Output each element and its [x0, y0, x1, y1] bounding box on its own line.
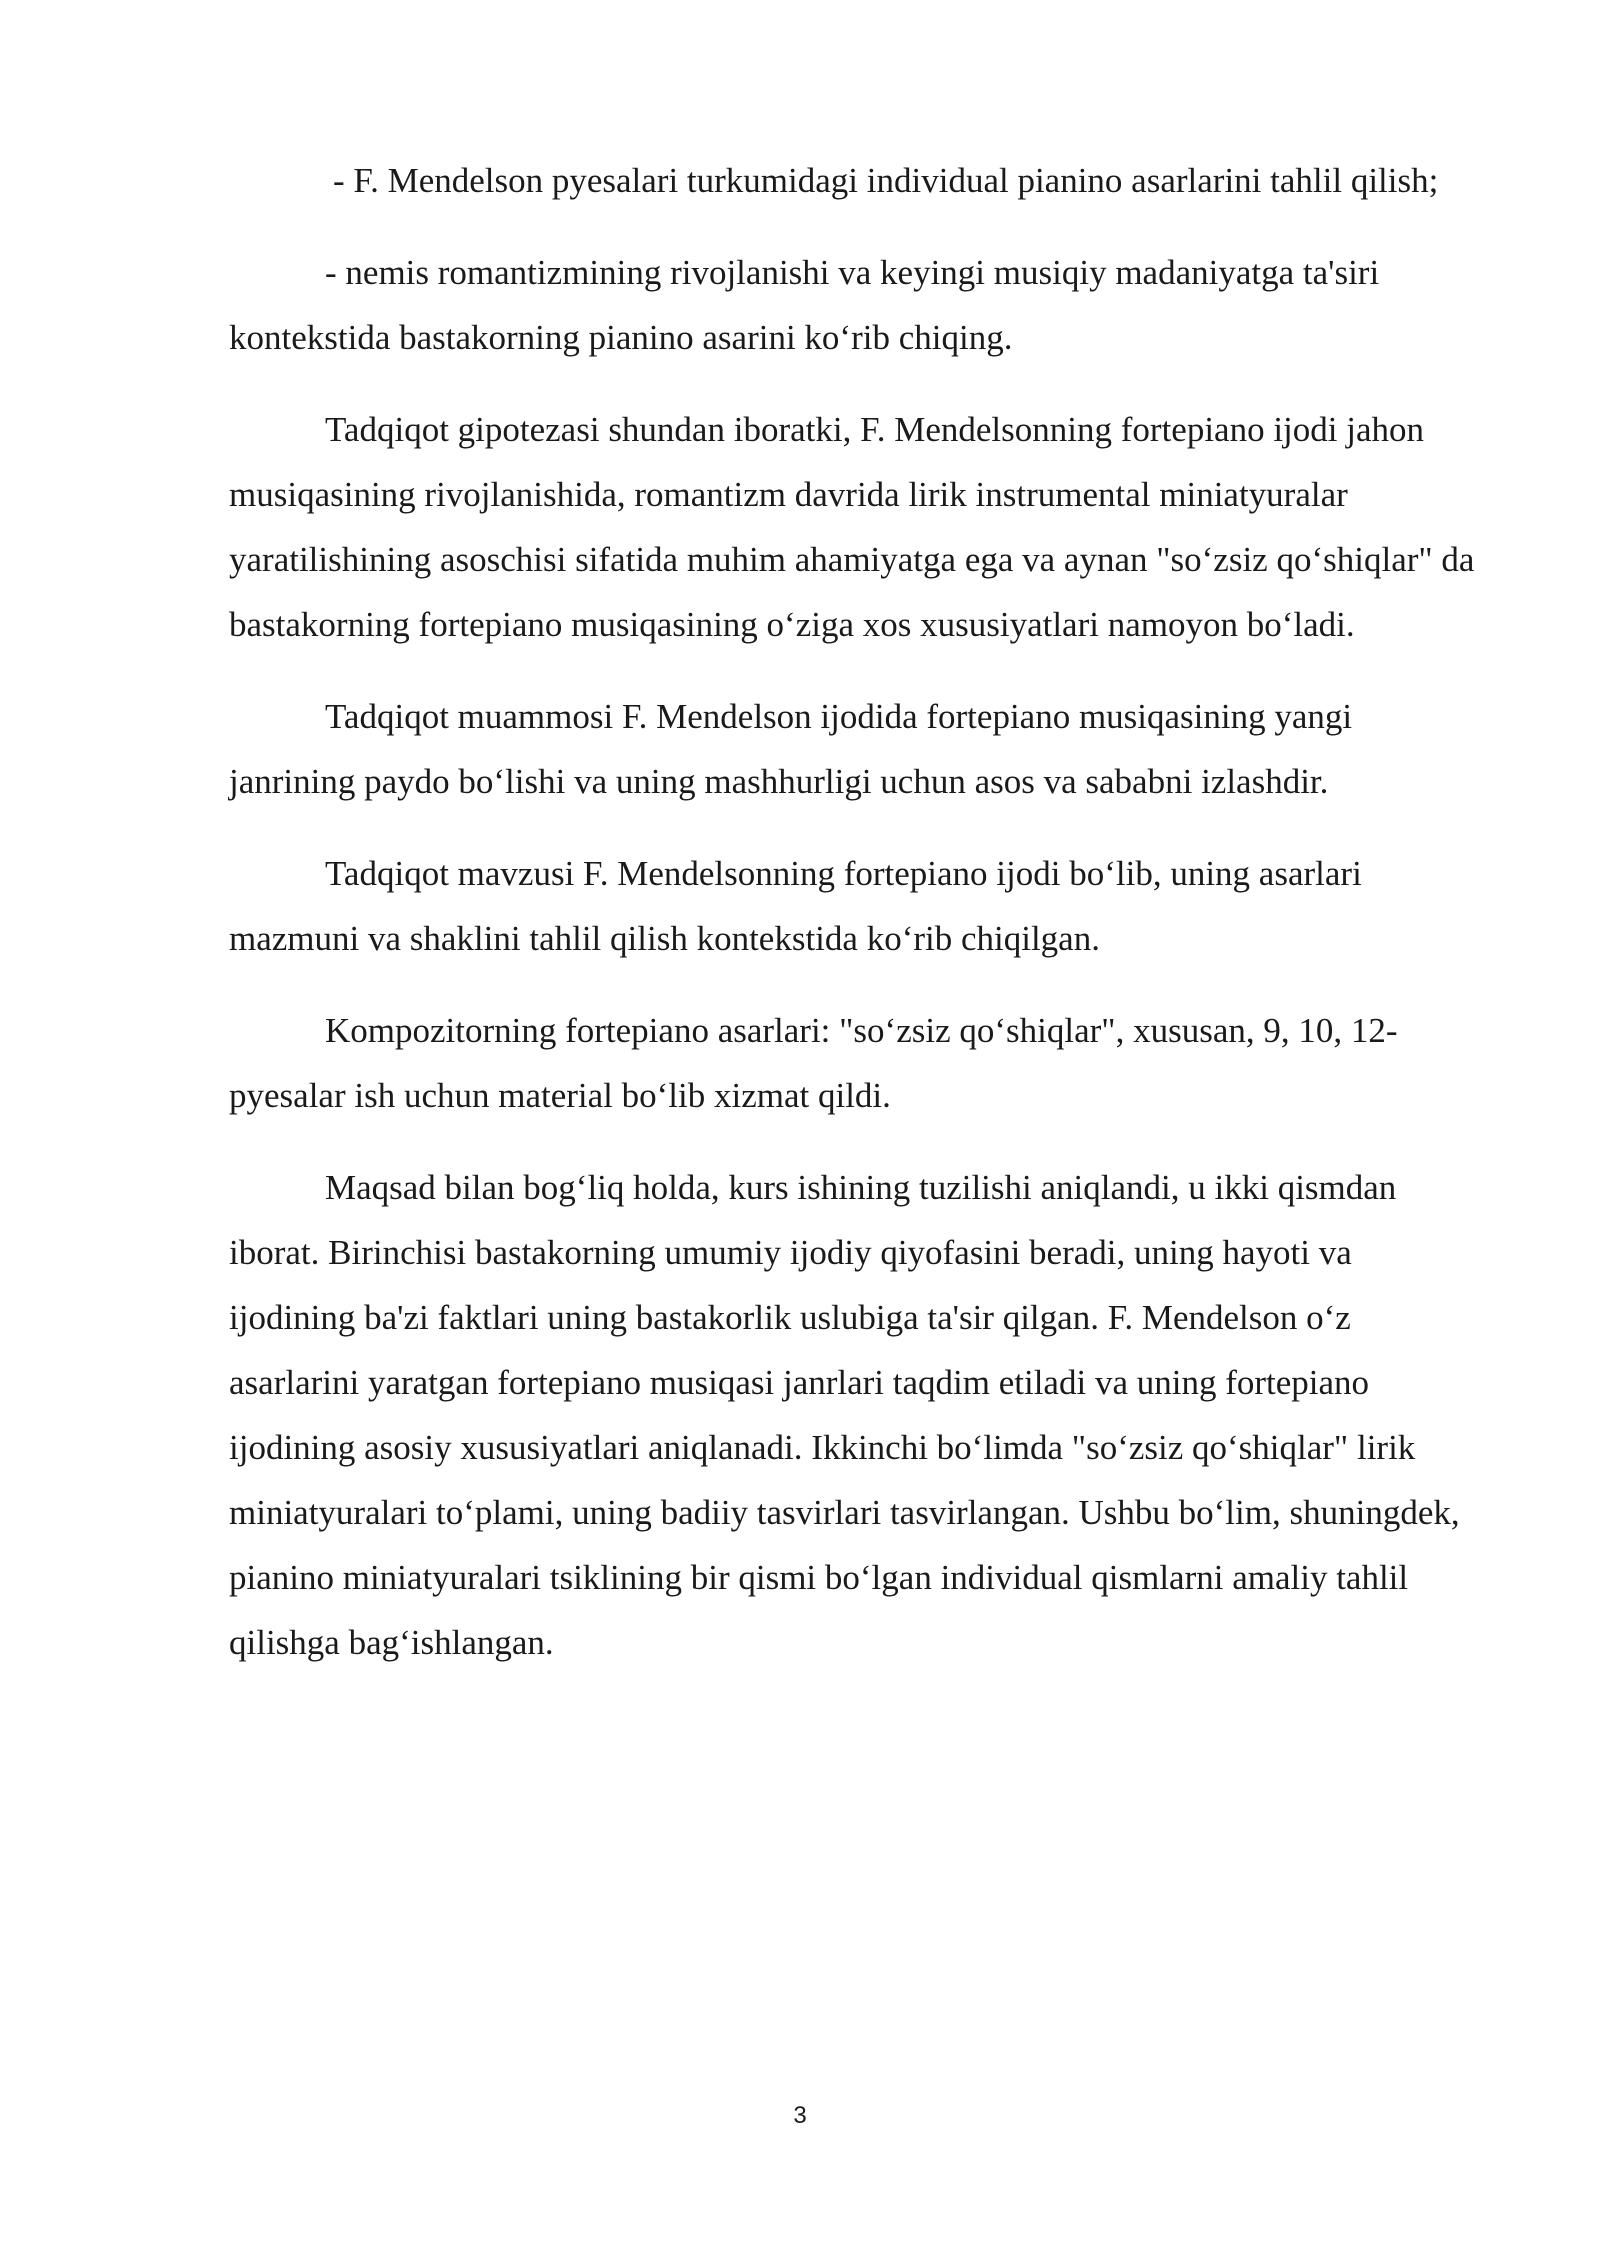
body-text [229, 148, 1479, 1702]
paragraph-hypothesis: Tadqiqot gipotezasi shundan iboratki, F. Mendelsonning fortepiano ijodi jahon musiqasining rivojlanishida, romantizm davrida lirik instrumental miniatyuralar yaratilishining asoschisi sifatida muhim ahamiyatga ega va aynan "so‘zsiz qo‘shiqlar" da bastakorning fortepiano musiqasining o‘ziga xos xususiyatlari namoyon bo‘ladi. [229, 410, 1475, 644]
page-number: 3 [793, 2102, 807, 2129]
paragraph-problem: Tadqiqot muammosi F. Mendelson ijodida fortepiano musiqasining yangi janrining paydo bo‘lishi va uning mashhurligi uchun asos va sababni izlashdir. [229, 697, 1353, 801]
paragraph-structure: Maqsad bilan bog‘liq holda, kurs ishining tuzilishi aniqlandi, u ikki qismdan iborat. Birinchisi bastakorning umumiy ijodiy qiyofasini beradi, uning hayoti va ijodining ba'zi faktlari uning bastakorlik uslubiga ta'sir qilgan. F. Mendelson o‘z asarlarini yaratgan fortepiano musiqasi janrlari taqdim etiladi va uning fortepiano ijodining asosiy xususiyatlari aniqlanadi. Ikkinchi bo‘limda "so‘zsiz qo‘shiqlar" lirik miniatyuralari to‘plami, uning badiiy tasvirlari tasvirlangan. Ushbu bo‘lim, shuningdek, pianino miniatyuralari tsiklining bir qismi bo‘lgan individual qismlarni amaliy tahlil qilishga bag‘ishlangan. [229, 1168, 1460, 1662]
paragraph-material: Kompozitorning fortepiano asarlari: "so‘zsiz qo‘shiqlar", xususan, 9, 10, 12-pyesalar ish uchun material bo‘lib xizmat qildi. [229, 1011, 1398, 1115]
paragraph-list-item-2: - nemis romantizmining rivojlanishi va keyingi musiqiy madaniyatga ta'siri kontekstida bastakorning pianino asarini ko‘rib chiqing. [229, 253, 1380, 357]
paragraph-list-item-1: - F. Mendelson pyesalari turkumidagi individual pianino asarlarini tahlil qilish; [333, 161, 1439, 200]
paragraph-subject: Tadqiqot mavzusi F. Mendelsonning fortepiano ijodi bo‘lib, uning asarlari mazmuni va shaklini tahlil qilish kontekstida ko‘rib chiqilgan. [229, 854, 1362, 958]
